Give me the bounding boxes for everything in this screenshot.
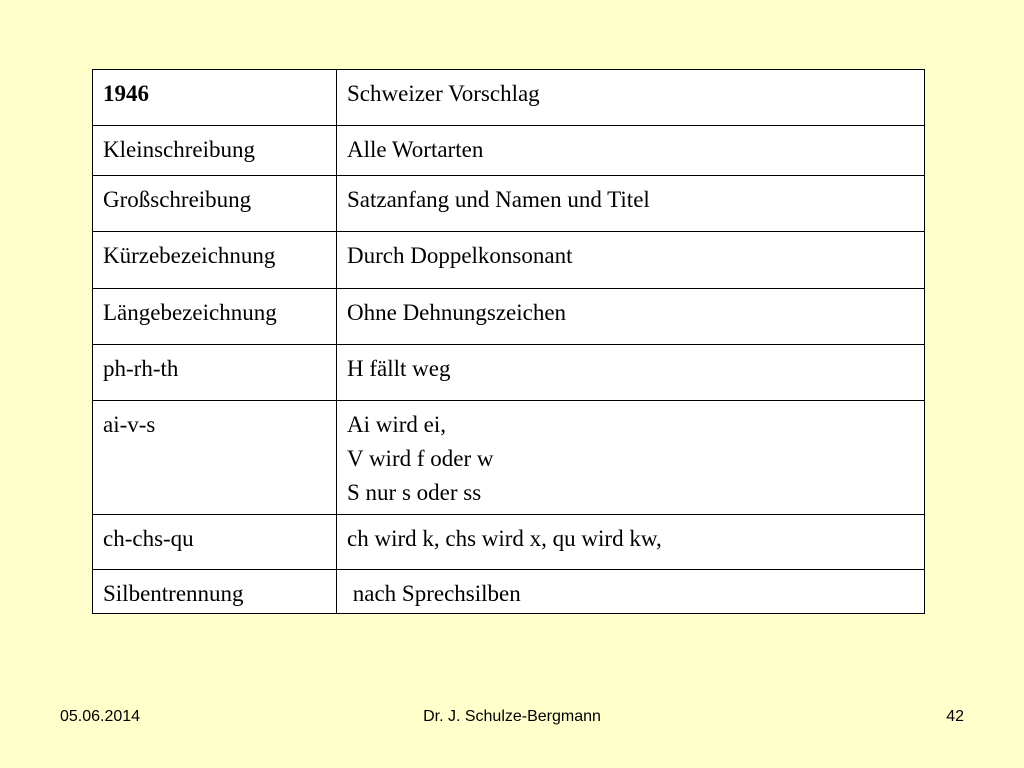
row-rule-cell: Durch Doppelkonsonant [337,232,925,289]
row-rule-cell [337,401,925,515]
row-topic-cell: Kürzebezeichnung [93,232,337,289]
row-topic-cell: Kleinschreibung [93,126,337,176]
row-topic-cell: ph-rh-th [93,345,337,401]
rule-line: S nur s oder ss [347,480,482,505]
row-topic-cell: Großschreibung [93,176,337,232]
row-rule-cell: H fällt weg [337,345,925,401]
header-title-cell: Schweizer Vorschlag [337,70,925,126]
table-row [93,232,925,289]
table-header-row [93,70,925,126]
row-topic-cell: Längebezeichnung [93,289,337,345]
table-row [93,289,925,345]
table-row [93,345,925,401]
orthography-table [92,69,925,614]
row-topic-cell: ch-chs-qu [93,515,337,570]
table-row [93,176,925,232]
footer-author: Dr. J. Schulze-Bergmann [423,708,601,725]
row-topic-cell: Silbentrennung [93,570,337,614]
footer-date: 05.06.2014 [60,708,141,725]
table-row [93,570,925,614]
row-rule-cell: nach Sprechsilben [337,570,925,614]
row-rule-cell: Alle Wortarten [337,126,925,176]
row-rule-cell: Ohne Dehnungszeichen [337,289,925,345]
table-row [93,126,925,176]
row-rule-cell: Satzanfang und Namen und Titel [337,176,925,232]
footer-page-number: 42 [946,708,964,725]
table-row [93,515,925,570]
rule-line: V wird f oder w [347,446,494,471]
row-topic-cell: ai-v-s [93,401,337,515]
table-row [93,401,925,515]
row-rule-cell: ch wird k, chs wird x, qu wird kw, [337,515,925,570]
rule-line: Ai wird ei, [347,412,447,437]
header-year-cell: 1946 [93,70,337,126]
